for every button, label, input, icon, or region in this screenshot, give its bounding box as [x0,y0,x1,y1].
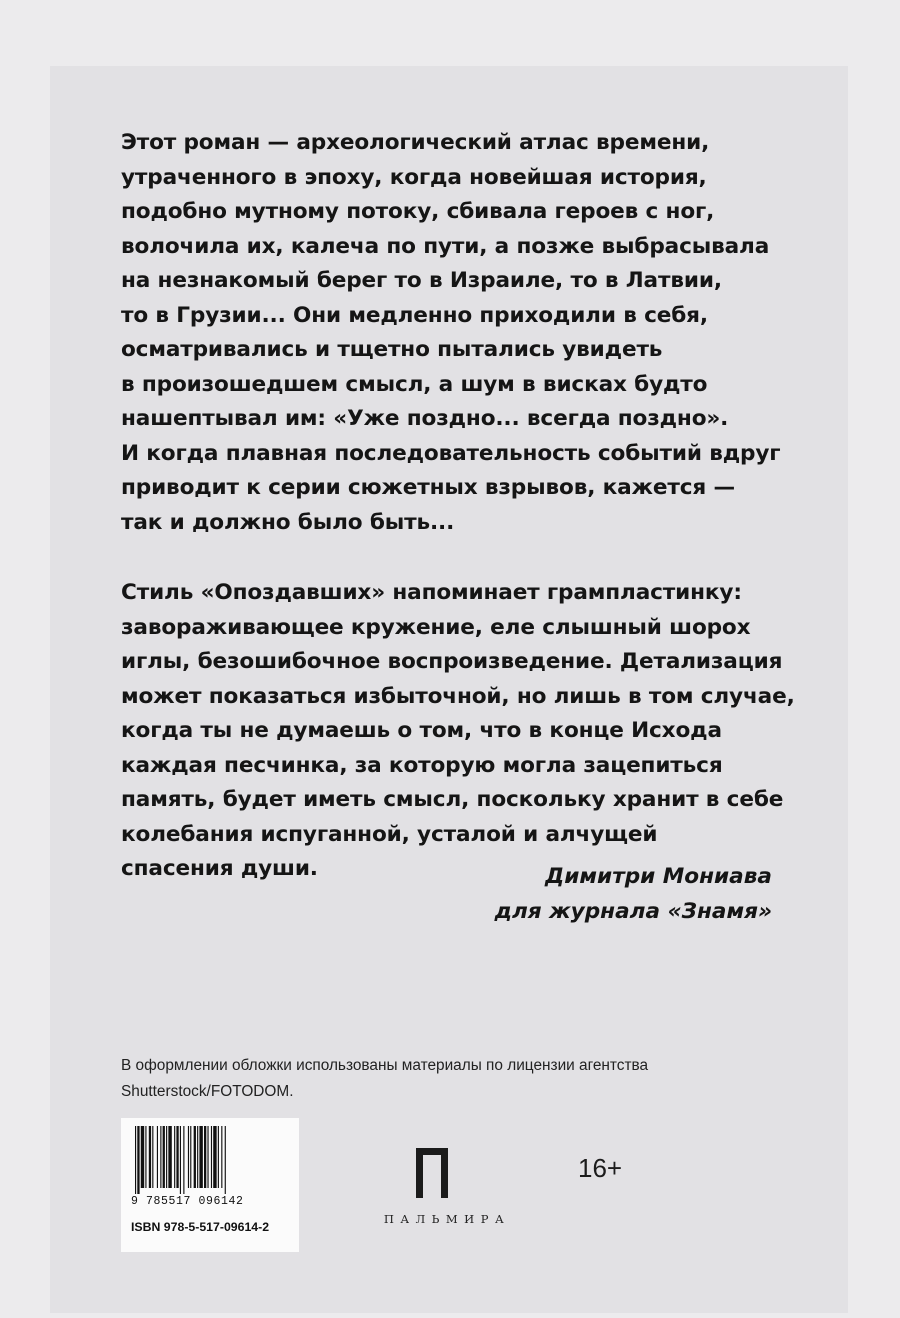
text-line: завораживающее кружение, еле слышный шорох [121,614,751,640]
text-line: Этот роман — археологический атлас времени, [121,130,710,155]
text-line: каждая песчинка, за которую могла зацепиться [121,752,723,778]
text-line: И когда плавная последовательность событий вдруг [121,440,781,466]
text-line: когда ты не думаешь о том, что в конце Исхода [121,718,722,743]
barcode-bar [213,1126,216,1188]
barcode-bar [211,1126,212,1188]
barcode-bar [163,1126,165,1188]
palmira-arch-logo-icon [414,1144,450,1198]
barcode-bar [149,1126,151,1188]
text-line: может показаться избыточной, но лишь в том случае, [121,683,795,709]
barcode-bar [197,1126,198,1188]
text-line: так и должно было быть... [121,509,455,535]
attribution-author: Димитри Мониава [545,864,772,889]
barcode-bar [225,1126,226,1194]
text-line: волочила их, калеча по пути, а позже выбрасывала [121,233,770,259]
barcode-bar [204,1126,206,1188]
barcode-bar [221,1126,222,1188]
barcode-bar [145,1126,146,1188]
license-line: Shutterstock/FOTODOM. [121,1083,294,1100]
barcode-bar [157,1126,158,1188]
age-rating: 16+ [578,1153,623,1183]
barcode-bar [207,1126,208,1188]
text-line: на незнакомый берег то в Израиле, то в Латвии, [121,268,722,293]
text-line: осматривались и тщетно пытались увидеть [121,337,663,362]
text-line: колебания испуганной, усталой и алчущей [121,821,658,847]
publisher-name: ПАЛЬМИРА [383,1212,511,1226]
barcode-bar [160,1126,161,1188]
license-line: В оформлении обложки использованы материалы по лицензии агентства [121,1057,649,1074]
blurb-text [121,126,795,887]
text-line: утраченного в эпоху, когда новейшая история, [121,164,707,190]
text-line: иглы, безошибочное воспроизведение. Детализация [121,649,783,674]
barcode-bar [137,1126,139,1194]
attribution-source: для журнала «Знамя» [494,898,772,924]
barcode-bar [168,1126,171,1188]
barcode-bar [174,1126,175,1188]
barcode-panel [121,1118,299,1252]
barcode-bar [188,1126,189,1188]
barcode-bar [135,1126,136,1194]
barcode-bar [152,1126,153,1188]
text-line: спасения души. [121,856,318,881]
barcode-bar [180,1126,181,1194]
blurb-paragraph-2 [121,576,795,887]
text-line: приводит к серии сюжетных взрывов, кажется — [121,475,735,500]
barcode-bar [166,1126,167,1188]
barcode-bar [141,1126,144,1188]
license-note [121,1053,761,1105]
isbn-number: ISBN 978-5-517-09614-2 [131,1220,270,1234]
barcode-bars [133,1126,287,1194]
text-line: нашептывал им: «Уже поздно... всегда поздно». [121,406,729,431]
text-line: то в Грузии... Они медленно приходили в себя, [121,302,708,328]
text-line: подобно мутному потоку, сбивала героев с ног, [121,199,715,224]
barcode-bar [183,1126,184,1194]
barcode-bar [194,1126,196,1188]
blurb-paragraph-1 [121,126,781,540]
barcode-digits: 9 785517 096142 [131,1195,244,1208]
barcode-bar [176,1126,178,1188]
barcode-bar [218,1126,219,1188]
barcode-bar [190,1126,191,1188]
text-line: Стиль «Опоздавших» напоминает грампластинку: [121,580,742,605]
review-attribution [495,860,772,929]
text-line: в произошедшем смысл, а шум в висках будто [121,371,708,397]
barcode-bar [199,1126,202,1188]
text-line: память, будет иметь смысл, поскольку хранит в себе [121,787,784,812]
